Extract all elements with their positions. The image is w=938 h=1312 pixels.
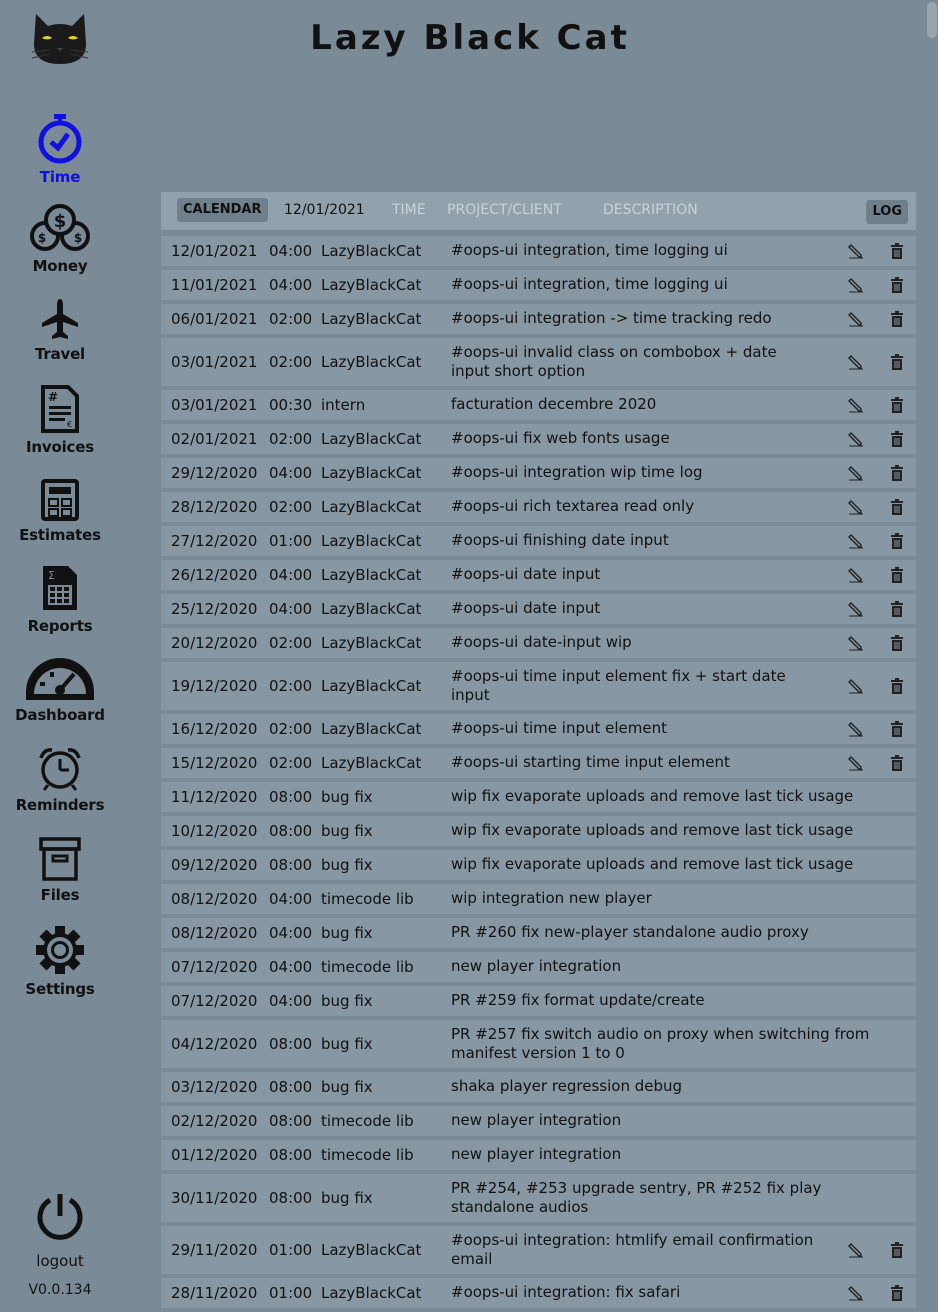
trash-icon[interactable] [890,678,904,694]
edit-pencil-icon[interactable] [848,1285,864,1301]
row-date: 10/12/2020 [171,822,258,840]
nav-settings[interactable] [0,924,120,998]
row-time: 04:00 [269,242,313,260]
row-time: 04:00 [269,958,313,976]
row-project: LazyBlackCat [321,276,422,294]
svg-text:€: € [67,420,73,429]
nav-files[interactable] [0,836,120,904]
row-date: 29/12/2020 [171,464,258,482]
row-date: 11/01/2021 [171,276,258,294]
row-time: 08:00 [269,1146,313,1164]
nav-travel[interactable] [0,297,120,363]
row-description: shaka player regression debug [451,1077,683,1095]
row-project: bug fix [321,992,373,1010]
nav-invoices[interactable] [0,384,120,456]
table-body [161,236,916,1308]
svg-text:#: # [48,390,59,404]
row-project: timecode lib [321,1146,414,1164]
trash-icon[interactable] [890,499,904,515]
table-row[interactable] [161,304,916,334]
row-project: LazyBlackCat [321,242,422,260]
row-description: PR #260 fix new-player standalone audio proxy [451,923,809,941]
row-project: LazyBlackCat [321,310,422,328]
edit-pencil-icon[interactable] [848,465,864,481]
table-row[interactable] [161,1020,916,1068]
trash-icon[interactable] [890,533,904,549]
trash-icon[interactable] [890,601,904,617]
edit-pencil-icon[interactable] [848,354,864,370]
nav-label: Reminders [15,796,105,814]
row-description: #oops-ui time input element fix + start date input [451,667,786,704]
table-row[interactable] [161,952,916,982]
scrollbar-thumb[interactable] [927,2,937,38]
row-description: #oops-ui integration, time logging ui [451,241,728,259]
row-project: bug fix [321,1189,373,1207]
airplane-icon [40,297,80,341]
table-row[interactable] [161,748,916,778]
nav-label: Files [40,886,80,904]
row-date: 08/12/2020 [171,890,258,908]
table-header [161,192,916,230]
row-time: 02:00 [269,310,313,328]
nav-label: Travel [35,345,85,363]
row-description: #oops-ui finishing date input [451,531,669,549]
row-description: PR #259 fix format update/create [451,991,705,1009]
row-time: 04:00 [269,566,313,584]
table-row[interactable] [161,714,916,744]
edit-pencil-icon[interactable] [848,721,864,737]
row-description: wip fix evaporate uploads and remove last tick usage [451,787,854,805]
row-project: LazyBlackCat [321,754,422,772]
logout-button[interactable] [0,1190,120,1270]
row-project: bug fix [321,1035,373,1053]
row-date: 11/12/2020 [171,788,258,806]
row-time: 04:00 [269,600,313,618]
row-description: #oops-ui integration, time logging ui [451,275,728,293]
power-icon [34,1190,86,1242]
sidebar [0,0,120,1298]
row-time: 04:00 [269,464,313,482]
edit-pencil-icon[interactable] [848,397,864,413]
row-project: bug fix [321,788,373,806]
time-column-header: TIME [392,202,426,218]
row-time: 08:00 [269,1189,313,1207]
row-description: #oops-ui integration: fix safari [451,1283,681,1301]
row-date: 07/12/2020 [171,992,258,1010]
trash-icon[interactable] [890,243,904,259]
row-description: #oops-ui time input element [451,719,667,737]
stopwatch-icon [36,112,84,164]
nav-label: Settings [25,980,95,998]
row-time: 04:00 [269,924,313,942]
row-date: 16/12/2020 [171,720,258,738]
nav-estimates[interactable] [0,478,120,544]
row-project: bug fix [321,822,373,840]
nav-money[interactable] [0,203,120,275]
row-date: 19/12/2020 [171,677,258,695]
row-date: 07/12/2020 [171,958,258,976]
svg-text:$: $ [73,231,83,245]
table-row[interactable] [161,628,916,658]
row-time: 02:00 [269,353,313,371]
row-time: 04:00 [269,890,313,908]
app-title: Lazy Black Cat [310,18,630,58]
row-project: bug fix [321,924,373,942]
row-date: 15/12/2020 [171,754,258,772]
row-project: LazyBlackCat [321,1284,422,1302]
row-date: 03/01/2021 [171,396,258,414]
row-project: LazyBlackCat [321,566,422,584]
table-row[interactable] [161,1226,916,1274]
description-column-header: DESCRIPTION [603,202,698,218]
row-time: 08:00 [269,788,313,806]
black-cat-logo-icon [28,10,92,70]
date-input[interactable]: 12/01/2021 [284,202,365,218]
table-row[interactable] [161,270,916,300]
row-date: 20/12/2020 [171,634,258,652]
row-description: #oops-ui date input [451,599,601,617]
trash-icon[interactable] [890,1285,904,1301]
row-description: wip integration new player [451,889,652,907]
row-project: LazyBlackCat [321,532,422,550]
alarm-clock-icon [38,746,82,792]
trash-icon[interactable] [890,755,904,771]
trash-icon[interactable] [890,635,904,651]
row-project: LazyBlackCat [321,600,422,618]
row-project: LazyBlackCat [321,677,422,695]
gear-icon [34,924,86,976]
row-date: 08/12/2020 [171,924,258,942]
row-date: 01/12/2020 [171,1146,258,1164]
row-date: 27/12/2020 [171,532,258,550]
edit-pencil-icon[interactable] [848,277,864,293]
row-project: timecode lib [321,890,414,908]
table-row[interactable] [161,986,916,1016]
row-date: 03/12/2020 [171,1078,258,1096]
edit-pencil-icon[interactable] [848,1242,864,1258]
table-row[interactable] [161,492,916,522]
trash-icon[interactable] [890,567,904,583]
row-date: 28/12/2020 [171,498,258,516]
nav-label: Invoices [26,438,94,456]
invoice-icon [40,384,80,434]
nav-reports[interactable] [0,563,120,635]
row-description: PR #254, #253 upgrade sentry, PR #252 fix play standalone audios [451,1179,822,1216]
edit-pencil-icon[interactable] [848,499,864,515]
row-description: #oops-ui integration wip time log [451,463,703,481]
row-date: 25/12/2020 [171,600,258,618]
nav-time[interactable] [0,112,120,186]
row-date: 28/11/2020 [171,1284,258,1302]
nav-label: Time [39,168,81,186]
table-row[interactable] [161,918,916,948]
edit-pencil-icon[interactable] [848,243,864,259]
edit-pencil-icon[interactable] [848,635,864,651]
trash-icon[interactable] [890,721,904,737]
table-row[interactable] [161,1106,916,1136]
row-description: new player integration [451,1145,622,1163]
app-version: V0.0.134 [28,1282,92,1298]
report-icon [40,563,80,613]
trash-icon[interactable] [890,465,904,481]
table-row[interactable] [161,1278,916,1308]
row-project: LazyBlackCat [321,498,422,516]
row-description: wip fix evaporate uploads and remove last tick usage [451,821,854,839]
row-time: 02:00 [269,754,313,772]
row-date: 03/01/2021 [171,353,258,371]
table-row[interactable] [161,424,916,454]
trash-icon[interactable] [890,1242,904,1258]
table-row[interactable] [161,1140,916,1170]
calendar-button[interactable]: CALENDAR [177,198,268,222]
row-time: 01:00 [269,1284,313,1302]
svg-text:$: $ [37,231,47,245]
nav-label: Reports [27,617,93,635]
row-project: LazyBlackCat [321,464,422,482]
row-time: 08:00 [269,822,313,840]
table-row[interactable] [161,390,916,420]
row-date: 06/01/2021 [171,310,258,328]
table-row[interactable] [161,816,916,846]
svg-text:Σ: Σ [48,569,55,582]
row-date: 29/11/2020 [171,1241,258,1259]
svg-text:$: $ [53,211,67,232]
row-date: 12/01/2021 [171,242,258,260]
nav-reminders[interactable] [0,746,120,814]
row-description: #oops-ui invalid class on combobox + date input short option [451,343,777,380]
row-time: 02:00 [269,677,313,695]
row-project: LazyBlackCat [321,720,422,738]
nav-label: Money [32,257,88,275]
row-time: 02:00 [269,498,313,516]
row-date: 30/11/2020 [171,1189,258,1207]
table-row[interactable] [161,782,916,812]
row-project: timecode lib [321,958,414,976]
table-row[interactable] [161,526,916,556]
log-button[interactable]: LOG [866,200,908,224]
table-row[interactable] [161,236,916,266]
row-description: PR #257 fix switch audio on proxy when switching from manifest version 1 to 0 [451,1025,870,1062]
edit-pencil-icon[interactable] [848,678,864,694]
edit-pencil-icon[interactable] [848,755,864,771]
table-row[interactable] [161,884,916,914]
archive-icon [38,836,82,882]
speedometer-icon [23,654,97,702]
table-row[interactable] [161,458,916,488]
row-project: LazyBlackCat [321,430,422,448]
row-time: 04:00 [269,992,313,1010]
row-date: 04/12/2020 [171,1035,258,1053]
row-time: 04:00 [269,276,313,294]
row-project: intern [321,396,366,414]
row-date: 02/12/2020 [171,1112,258,1130]
trash-icon[interactable] [890,354,904,370]
trash-icon[interactable] [890,277,904,293]
row-date: 02/01/2021 [171,430,258,448]
time-log-table [161,192,916,1312]
project-column-header: PROJECT/CLIENT [447,202,562,218]
row-time: 08:00 [269,1112,313,1130]
row-description: new player integration [451,957,622,975]
row-description: wip fix evaporate uploads and remove last tick usage [451,855,854,873]
edit-pencil-icon[interactable] [848,431,864,447]
edit-pencil-icon[interactable] [848,533,864,549]
row-description: #oops-ui date-input wip [451,633,632,651]
table-row[interactable] [161,338,916,386]
coins-icon [28,203,92,253]
edit-pencil-icon[interactable] [848,567,864,583]
row-description: #oops-ui date input [451,565,601,583]
row-time: 02:00 [269,720,313,738]
row-time: 01:00 [269,1241,313,1259]
calculator-icon [40,478,80,522]
row-project: bug fix [321,1078,373,1096]
row-project: timecode lib [321,1112,414,1130]
table-row[interactable] [161,662,916,710]
row-project: bug fix [321,856,373,874]
row-time: 08:00 [269,1035,313,1053]
row-description: #oops-ui fix web fonts usage [451,429,670,447]
trash-icon[interactable] [890,431,904,447]
row-project: LazyBlackCat [321,634,422,652]
row-project: LazyBlackCat [321,353,422,371]
row-description: facturation decembre 2020 [451,395,657,413]
row-time: 08:00 [269,1078,313,1096]
edit-pencil-icon[interactable] [848,601,864,617]
table-row[interactable] [161,594,916,624]
nav-label: Dashboard [15,706,105,724]
row-project: LazyBlackCat [321,1241,422,1259]
edit-pencil-icon[interactable] [848,311,864,327]
trash-icon[interactable] [890,311,904,327]
row-description: #oops-ui starting time input element [451,753,730,771]
table-row[interactable] [161,1174,916,1222]
table-row[interactable] [161,1072,916,1102]
nav-dashboard[interactable] [0,654,120,724]
row-description: #oops-ui rich textarea read only [451,497,695,515]
row-description: #oops-ui integration -> time tracking redo [451,309,772,327]
row-description: #oops-ui integration: htmlify email confirmation email [451,1231,814,1268]
logout-label: logout [36,1252,84,1270]
row-time: 00:30 [269,396,313,414]
row-time: 01:00 [269,532,313,550]
row-date: 09/12/2020 [171,856,258,874]
row-time: 02:00 [269,430,313,448]
row-time: 08:00 [269,856,313,874]
row-description: new player integration [451,1111,622,1129]
scrollbar[interactable] [926,0,938,1294]
row-date: 26/12/2020 [171,566,258,584]
trash-icon[interactable] [890,397,904,413]
table-row[interactable] [161,560,916,590]
table-row[interactable] [161,850,916,880]
row-time: 02:00 [269,634,313,652]
nav-label: Estimates [19,526,101,544]
